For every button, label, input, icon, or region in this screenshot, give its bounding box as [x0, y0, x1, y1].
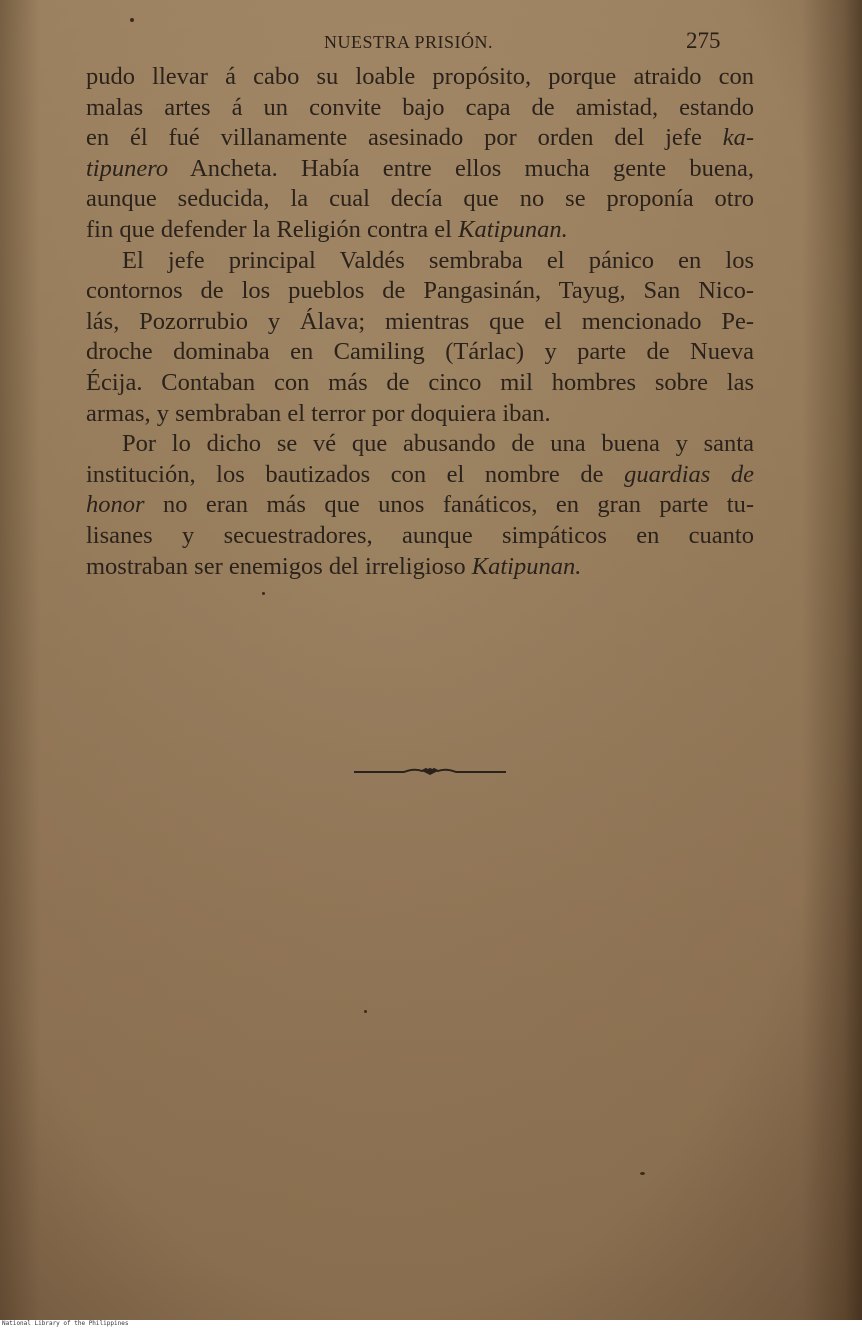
text-segment: pudo llevar á cabo su loable propósito, porque atraido con [86, 63, 754, 90]
italic-term: Katipunan. [471, 552, 582, 580]
text-segment: lisanes y secuestradores, aunque simpáticos en cuanto [86, 521, 754, 549]
page-edge-shadow-left [0, 0, 40, 1320]
text-line [86, 246, 754, 277]
page-edge-shadow-right [802, 0, 862, 1320]
text-line [86, 184, 754, 215]
text-line [86, 552, 754, 583]
text-line [86, 429, 754, 460]
text-segment: no eran más que unos fanáticos, en gran parte tu- [144, 491, 754, 519]
page-header [0, 28, 862, 58]
text-segment: aunque seducida, la cual decía que no se proponía otro [86, 185, 754, 213]
running-head: NUESTRA PRISIÓN. [324, 32, 494, 52]
text-segment: contornos de los pueblos de Pangasinán, Tayug, San Nico- [86, 277, 754, 305]
italic-term: guardias de [624, 460, 755, 488]
ink-speck [640, 1172, 645, 1175]
text-segment: fin que defender la Religión contra el [86, 215, 459, 243]
text-segment: en él fué villanamente asesinado por orden del jefe [86, 124, 723, 152]
text-segment: El jefe principal Valdés sembraba el pánico en los [122, 246, 754, 274]
text-line [86, 490, 754, 521]
page-number: 275 [686, 28, 721, 53]
ink-speck [364, 1010, 367, 1013]
text-line [86, 337, 754, 368]
text-segment: Écija. Contaban con más de cinco mil hombres sobre las [86, 368, 754, 396]
end-ornament-icon [354, 762, 506, 782]
text-line [86, 62, 754, 93]
text-segment: institución, los bautizados con el nombre de [86, 460, 625, 488]
text-line [86, 307, 754, 338]
text-segment: Ancheta. Había entre ellos mucha gente buena, [168, 154, 754, 182]
italic-term: Katipunan. [458, 215, 568, 243]
text-line [86, 399, 754, 430]
text-line [86, 276, 754, 307]
italic-term: ka- [722, 124, 754, 152]
text-segment: mostraban ser enemigos del irreligioso [86, 552, 472, 580]
italic-term: honor [86, 491, 145, 519]
footer-credit: National Library of the Philippines [2, 1320, 862, 1328]
italic-term: tipunero [86, 154, 169, 182]
text-line [86, 123, 754, 154]
ink-speck [130, 18, 134, 22]
text-segment: armas, y sembraban el terror por doquiera iban. [86, 399, 551, 427]
text-segment: lás, Pozorrubio y Álava; mientras que el mencionado Pe- [86, 307, 754, 335]
body-text [86, 62, 754, 582]
text-segment: droche dominaba en Camiling (Tárlac) y parte de Nueva [86, 338, 754, 366]
ink-speck [262, 592, 265, 595]
text-line [86, 521, 754, 552]
text-segment: malas artes á un convite bajo capa de amistad, estando [86, 93, 754, 121]
text-line [86, 154, 754, 185]
text-line [86, 368, 754, 399]
text-segment: Por lo dicho se vé que abusando de una buena y santa [122, 430, 754, 458]
text-line [86, 215, 754, 246]
text-line [86, 93, 754, 124]
text-line [86, 460, 754, 491]
